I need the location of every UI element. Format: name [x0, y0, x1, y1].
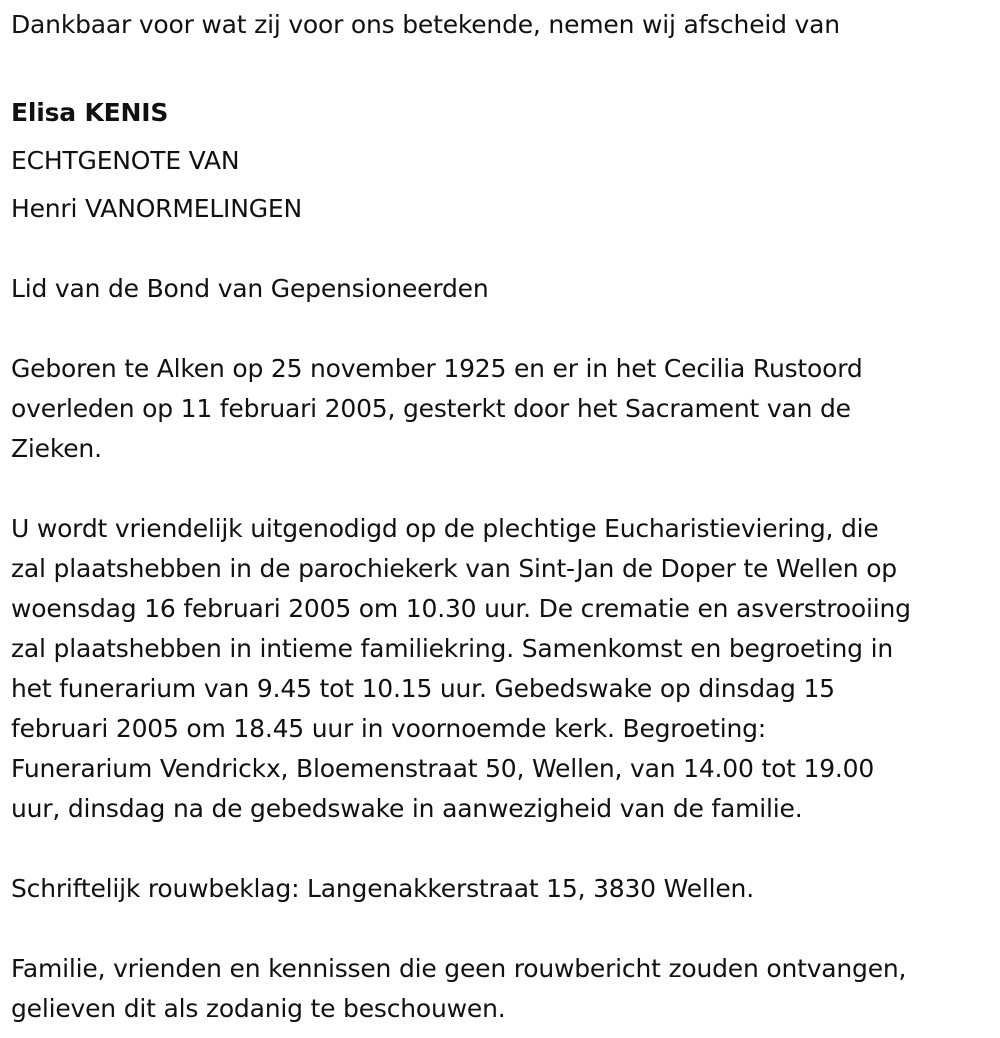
paragraph-line: U wordt vriendelijk uitgenodigd op de plechtige Eucharistieviering, die — [11, 514, 879, 543]
spacer — [11, 229, 991, 269]
paragraph-line: februari 2005 om 18.45 uur in voornoemde kerk. Begroeting: — [11, 714, 767, 743]
spacer — [11, 45, 991, 85]
membership-text: Lid van de Bond van Gepensioneerden — [11, 274, 489, 303]
spouse-prefix: ECHTGENOTE VAN — [11, 146, 240, 175]
spacer — [11, 829, 991, 869]
paragraph-line: Familie, vrienden en kennissen die geen rouwbericht zouden ontvangen, — [11, 954, 907, 983]
birth-death-paragraph — [11, 349, 991, 469]
paragraph-line: Zieken. — [11, 434, 102, 463]
deceased-name: Elisa KENIS — [11, 98, 169, 127]
closing-paragraph — [11, 949, 991, 1029]
paragraph-line: het funerarium van 9.45 tot 10.15 uur. Gebedswake op dinsdag 15 — [11, 674, 835, 703]
spacer — [11, 469, 991, 509]
spacer — [11, 909, 991, 949]
paragraph-line: zal plaatshebben in de parochiekerk van Sint-Jan de Doper te Wellen op — [11, 554, 897, 583]
spacer — [11, 309, 991, 349]
paragraph-line: woensdag 16 februari 2005 om 10.30 uur. De crematie en asverstrooiing — [11, 594, 911, 623]
paragraph-line: overleden op 11 februari 2005, gesterkt door het Sacrament van de — [11, 394, 851, 423]
paragraph-line: zal plaatshebben in intieme familiekring. Samenkomst en begroeting in — [11, 634, 893, 663]
spouse-name: Henri VANORMELINGEN — [11, 194, 302, 223]
paragraph-line: uur, dinsdag na de gebedswake in aanwezigheid van de familie. — [11, 794, 803, 823]
paragraph-line: Funerarium Vendrickx, Bloemenstraat 50, Wellen, van 14.00 tot 19.00 — [11, 754, 875, 783]
death-notice — [11, 5, 991, 1029]
ceremony-paragraph — [11, 509, 991, 829]
paragraph-line: gelieven dit als zodanig te beschouwen. — [11, 994, 506, 1023]
condolences-address: Schriftelijk rouwbeklag: Langenakkerstraat 15, 3830 Wellen. — [11, 874, 754, 903]
paragraph-line: Geboren te Alken op 25 november 1925 en er in het Cecilia Rustoord — [11, 354, 863, 383]
intro-text: Dankbaar voor wat zij voor ons betekende, nemen wij afscheid van — [11, 10, 840, 39]
